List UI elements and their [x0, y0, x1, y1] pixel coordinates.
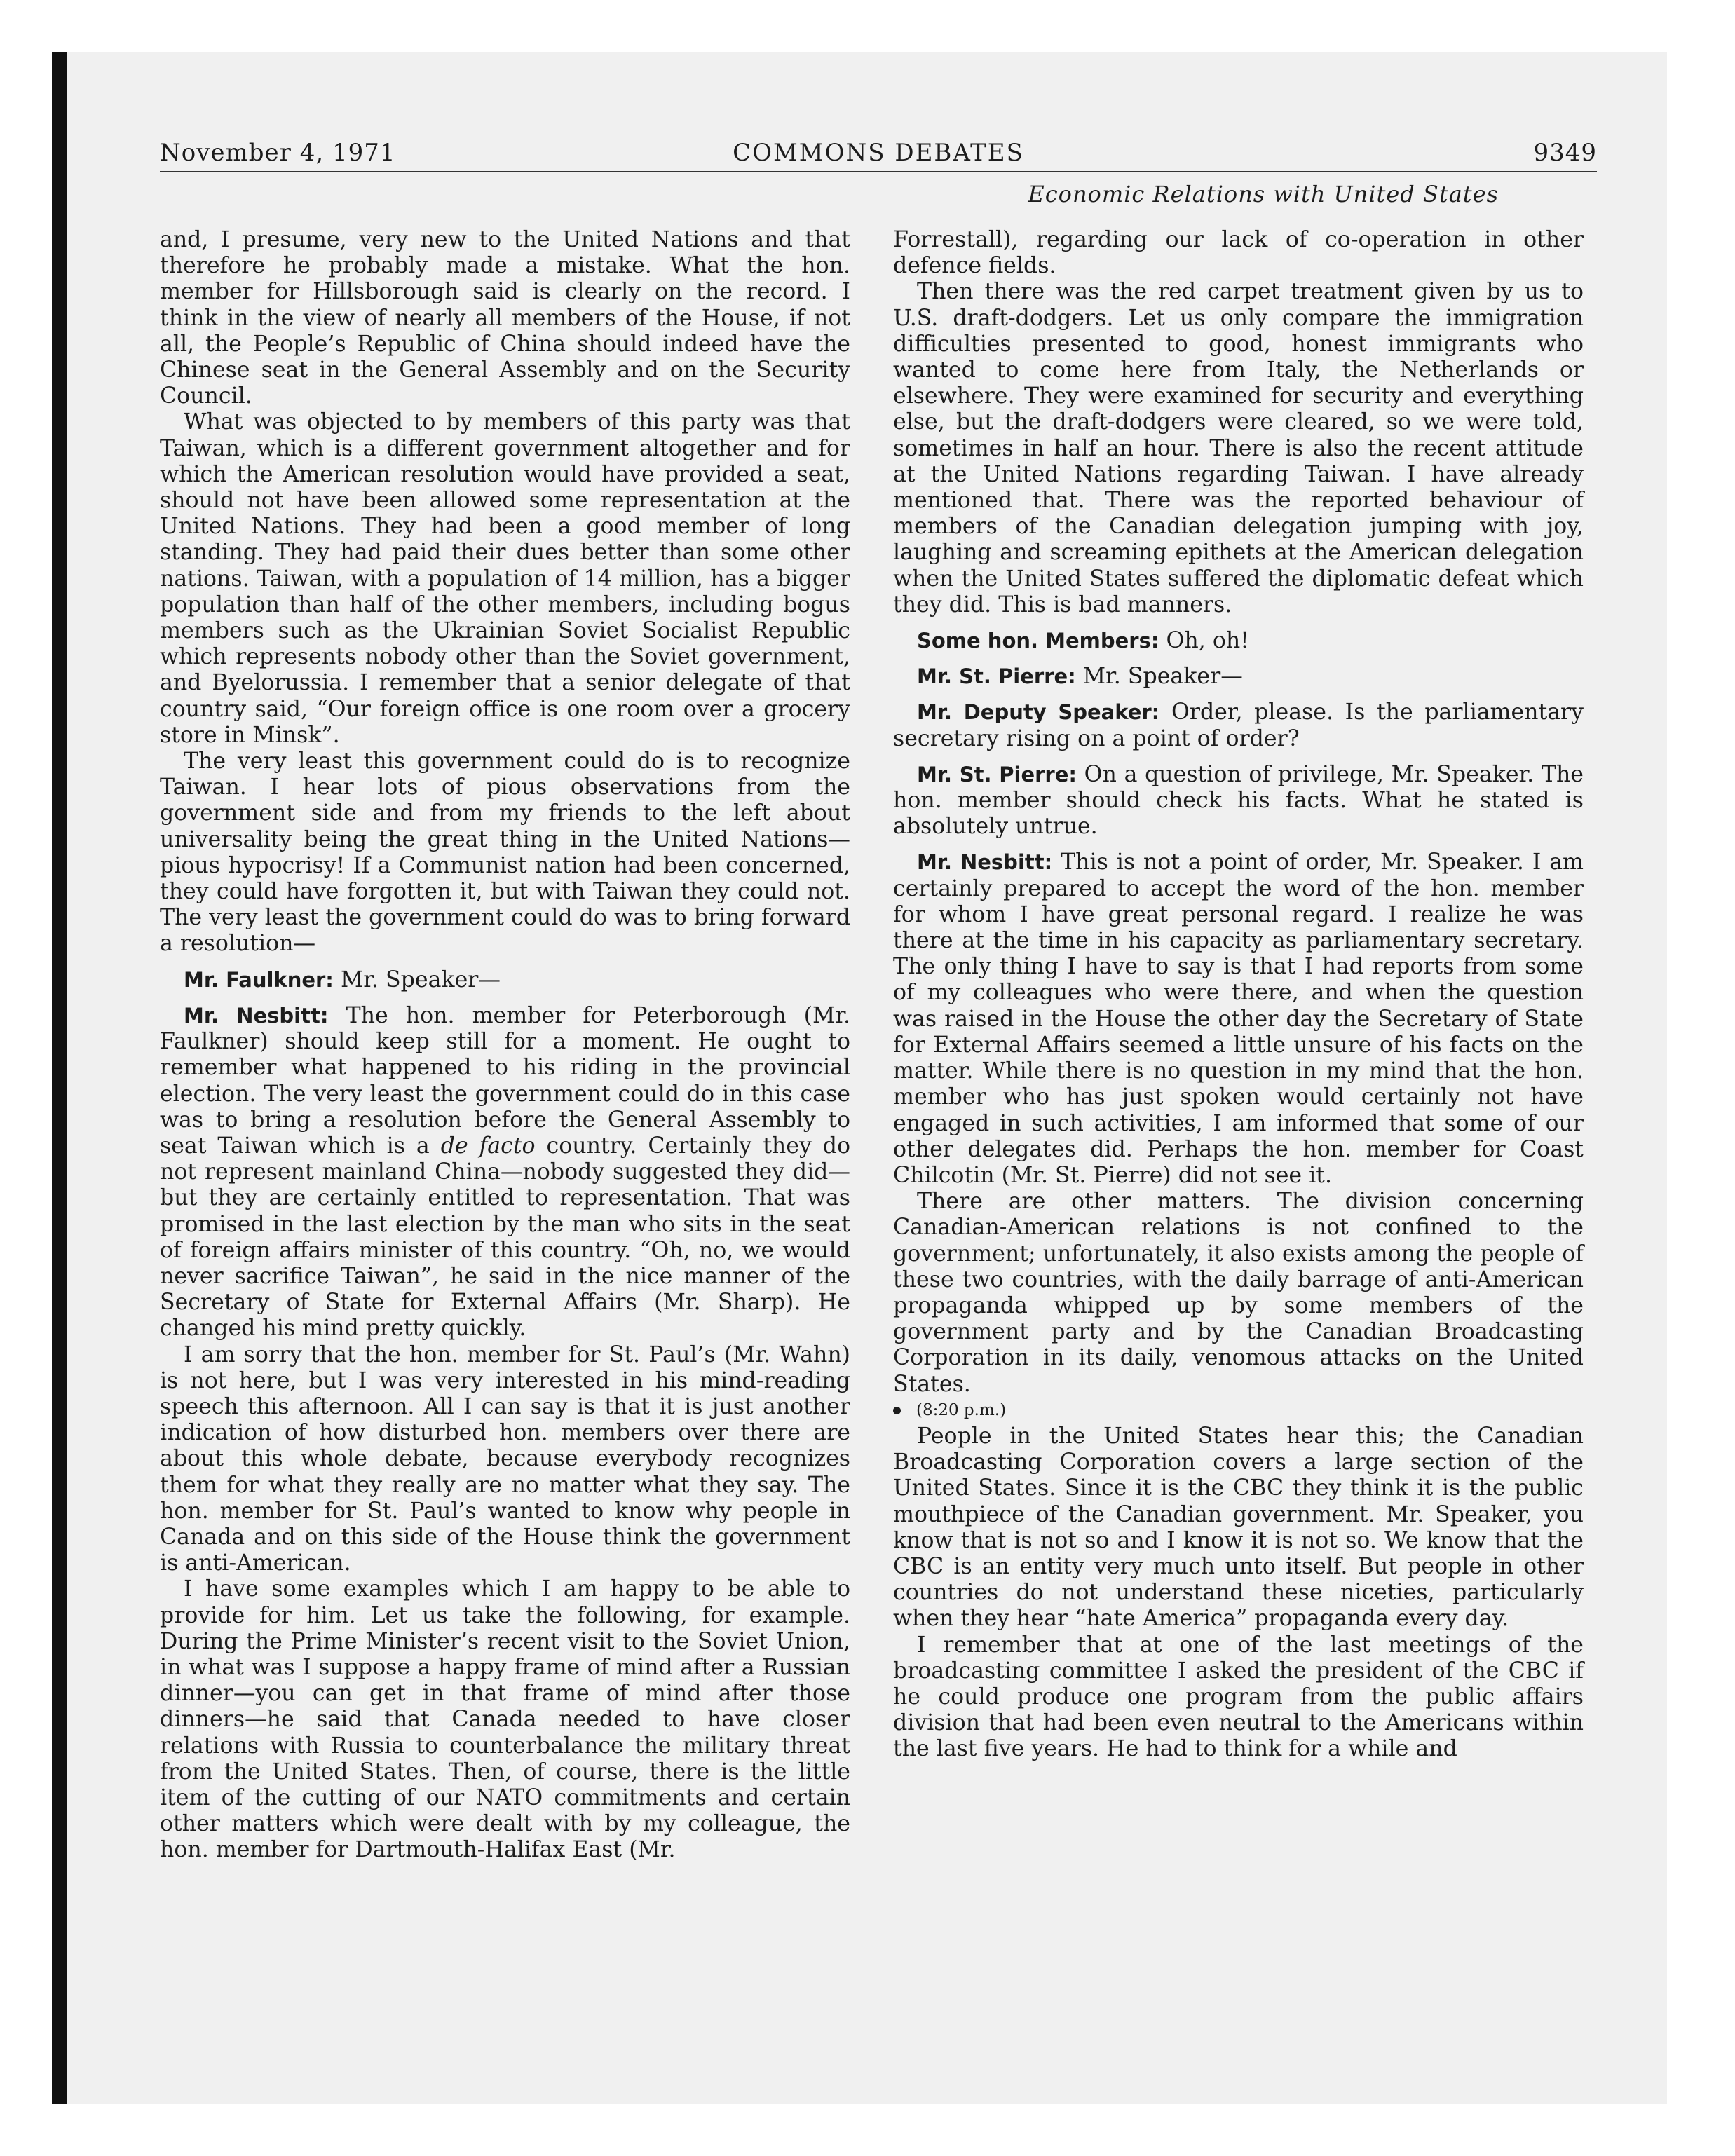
paragraph: I have some examples which I am happy to be able to provide for him. Let us take the following, for example. During the Prime Minister’s recent visit to the Soviet Union, in what was I suppose a happy frame of mind after a Russian dinner—you can get in that frame of mind after those dinners—he said that Canada needed to have closer relations with Russia to counterbalance the military threat from the United States. Then, of course, there is the little item of the cutting of our NATO commitments and certain other matters which were dealt with by my colleague, the hon. member for Dartmouth-Halifax East (Mr. — [160, 1576, 850, 1863]
paragraph: What was objected to by members of this party was that Taiwan, which is a different government altogether and for which the American resolution would have provided a seat, should not have been allowed some representation at the United Nations. They had been a good member of long standing. They had paid their dues better than some other nations. Taiwan, with a population of 14 million, has a bigger population than half of the other members, including bogus members such as the Ukrainian Soviet Socialist Republic which represents nobody other than the Soviet government, and Byelorussia. I remember that a senior delegate of that country said, “Our foreign office is one room over a grocery store in Minsk”. — [160, 409, 850, 748]
speech-members — [893, 628, 1584, 654]
document-page — [160, 139, 1597, 1863]
speaker-name: Mr. Faulkner: — [184, 967, 334, 992]
paragraph: Forrestall), regarding our lack of co-operation in other defence fields. — [893, 227, 1584, 279]
paragraph: I remember that at one of the last meetings of the broadcasting committee I asked the president of the CBC if he could produce one program from the public affairs division that had been even neutral to the Americans within the last five years. He had to think for a while and — [893, 1632, 1584, 1762]
italic-term: de facto — [440, 1133, 536, 1159]
speech-st-pierre — [893, 664, 1584, 690]
left-column — [160, 227, 850, 1864]
paragraph: I am sorry that the hon. member for St. Paul’s (Mr. Wahn) is not here, but I was very interested in his mind-reading speech this afternoon. All I can say is that it is just another indication of how disturbed hon. members over there are about this whole debate, because everybody recognizes them for what they really are no matter what they say. The hon. member for St. Paul’s wanted to know why people in Canada and on this side of the House think the government is anti-American. — [160, 1342, 850, 1576]
paragraph: There are other matters. The division concerning Canadian-American relations is not confined to the government; unfortunately, it also exists among the people of these two countries, with the daily barrage of anti-American propaganda whipped up by some members of the government party and by the Canadian Broadcasting Corporation in its daily, venomous attacks on the United States. — [893, 1189, 1584, 1397]
speech-text: Oh, oh! — [1166, 628, 1249, 654]
header-title: COMMONS DEBATES — [733, 139, 1024, 167]
speech-nesbitt — [160, 1003, 850, 1342]
speech-text: Order, please. Is the parliamentary secretary rising on a point of order? — [893, 700, 1584, 751]
paragraph: and, I presume, very new to the United Nations and that therefore he probably made a mistake. What the hon. member for Hillsborough said is clearly on the record. I think in the view of nearly all members of the House, if not all, the People’s Republic of China should indeed have the Chinese seat in the General Assembly and on the Security Council. — [160, 227, 850, 409]
speaker-name: Some hon. Members: — [917, 629, 1159, 653]
running-head — [160, 139, 1597, 172]
speech-st-pierre — [893, 762, 1584, 840]
speech-text: Mr. Speaker— — [1082, 664, 1243, 690]
header-date: November 4, 1971 — [160, 139, 396, 167]
speech-text: The hon. member for Peterborough (Mr. Faulkner) should keep still for a moment. He ought to remember what happened to his riding in the provincial election. The very least the government could do in this case was to bring a resolution before the General Assembly to seat Taiwan which is a — [160, 1002, 851, 1159]
speaker-name: Mr. St. Pierre: — [917, 762, 1077, 786]
speaker-name: Mr. Nesbitt: — [917, 850, 1053, 875]
timestamp-text: (8:20 p.m.) — [916, 1400, 1007, 1419]
speech-text: Mr. Speaker— — [340, 967, 501, 992]
bullet-icon — [893, 1407, 901, 1414]
speech-faulkner — [160, 967, 850, 993]
paragraph: The very least this government could do is to recognize Taiwan. I hear lots of pious observations from the government side and from my friends to the left about universality being the great thing in the United Nations—pious hypocrisy! If a Communist nation had been concerned, they could have forgotten it, but with Taiwan they could not. The very least the government could do was to bring forward a resolution— — [160, 749, 850, 957]
page-number: 9349 — [1533, 139, 1597, 167]
section-title: Economic Relations with United States — [1028, 181, 1499, 207]
paragraph: Then there was the red carpet treatment given by us to U.S. draft-dodgers. Let us only compare the immigration difficulties presented to good, honest immigrants who wanted to come here from Italy, the Netherlands or elsewhere. They were examined for security and everything else, but the draft-dodgers were cleared, so we were told, sometimes in half an hour. There is also the recent attitude at the United Nations regarding Taiwan. I have already mentioned that. There was the reported behaviour of members of the Canadian delegation jumping with joy, laughing and screaming epithets at the American delegation when the United States suffered the diplomatic defeat which they did. This is bad manners. — [893, 279, 1584, 618]
speech-text: country. Certainly they do not represent mainland China—nobody suggested they did—but they are certainly entitled to representation. That was promised in the last election by the man who sits in the seat of foreign affairs minister of this country. “Oh, no, we would never sacrifice Taiwan”, he said in the nice manner of the Secretary of State for External Affairs (Mr. Sharp). He changed his mind pretty quickly. — [160, 1133, 851, 1342]
speaker-name: Mr. Deputy Speaker: — [917, 700, 1160, 725]
speech-nesbitt — [893, 850, 1584, 1189]
speech-text: This is not a point of order, Mr. Speaker. I am certainly prepared to accept the word of the hon. member for whom I have great personal regard. I realize he was there at the time in his capacity as parliamentary secretary. The only thing I have to say is that I had reports from some of my colleagues who were there, and when the question was raised in the House the other day the Secretary of State for External Affairs seemed a little unsure of his facts on the matter. While there is no question in my mind that the hon. member who has just spoken would certainly not have engaged in such activities, I am informed that some of our other delegates did. Perhaps the hon. member for Coast Chilcotin (Mr. St. Pierre) did not see it. — [893, 850, 1584, 1188]
paragraph: People in the United States hear this; the Canadian Broadcasting Corporation covers a large section of the United States. Since it is the CBC they think it is the public mouthpiece of the Canadian government. Mr. Speaker, you know that is not so and I know it is not so. We know that the CBC is an entity very much unto itself. But people in other countries do not understand these niceties, particularly when they hear “hate America” propaganda every day. — [893, 1423, 1584, 1632]
speaker-name: Mr. St. Pierre: — [917, 664, 1076, 689]
timestamp — [893, 1398, 1584, 1424]
text-columns — [160, 227, 1597, 1965]
right-column — [893, 227, 1584, 1763]
speech-text: On a question of privilege, Mr. Speaker. The hon. member should check his facts. What he stated is absolutely untrue. — [893, 761, 1584, 840]
speech-deputy-speaker — [893, 700, 1584, 751]
speaker-name: Mr. Nesbitt: — [184, 1003, 329, 1028]
scan-binding-edge — [52, 52, 67, 2104]
